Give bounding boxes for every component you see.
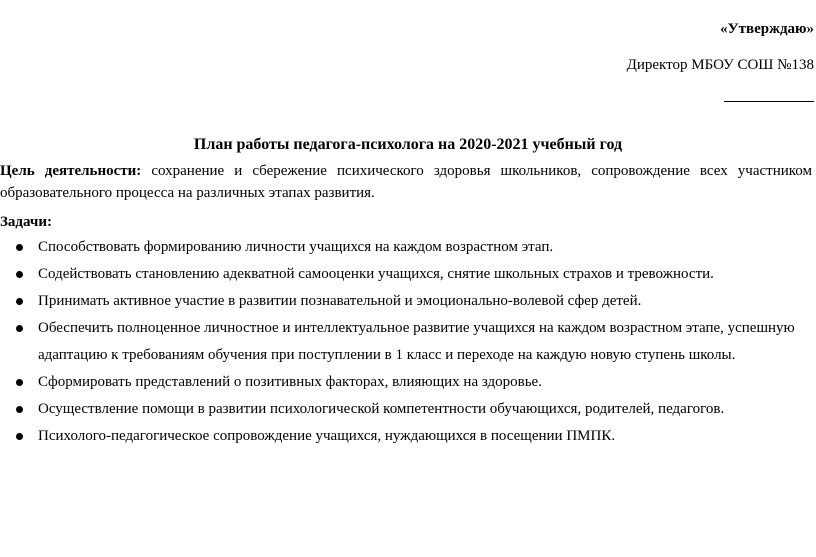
approval-block <box>627 18 814 102</box>
list-item <box>0 261 800 288</box>
list-item <box>0 423 800 450</box>
tasks-heading: Задачи: <box>0 214 53 230</box>
list-item <box>0 369 800 396</box>
approval-title: «Утверждаю» <box>720 21 814 37</box>
list-item <box>0 288 800 315</box>
bullet-icon <box>16 379 23 386</box>
list-item <box>0 315 800 369</box>
goal-text: сохранение и сбережение психического здоровья школьников, сопровождение всех участником образовательного процесса на различных этапах развития. <box>0 163 812 201</box>
signature-line <box>724 91 814 102</box>
task-text: Психолого-педагогическое сопровождение учащихся, нуждающихся в посещении ПМПК. <box>38 428 616 444</box>
bullet-icon <box>16 271 23 278</box>
bullet-icon <box>16 433 23 440</box>
bullet-icon <box>16 298 23 305</box>
bullet-icon <box>16 244 23 251</box>
document-title: План работы педагога-психолога на 2020-2021 учебный год <box>193 136 623 153</box>
list-item <box>0 396 800 423</box>
task-text: Принимать активное участие в развитии познавательной и эмоционально-волевой сфер детей. <box>38 293 642 309</box>
tasks-list <box>0 234 800 450</box>
task-text: Осуществление помощи в развитии психологической компетентности обучающихся, родителей, педагогов. <box>38 401 725 417</box>
task-text: Обеспечить полноценное личностное и интеллектуальное развитие учащихся на каждом возрастном этапе, успешную адаптацию к требованиям обучения при поступлении в 1 класс и переходе на каждую новую ступень школы. <box>38 320 795 363</box>
bullet-icon <box>16 325 23 332</box>
task-text: Способствовать формированию личности учащихся на каждом возрастном этап. <box>38 239 554 255</box>
bullet-icon <box>16 406 23 413</box>
goal-label: Цель деятельности: <box>0 163 142 179</box>
goal-paragraph <box>0 160 812 204</box>
task-text: Содействовать становлению адекватной самооценки учащихся, снятие школьных страхов и тревожности. <box>38 266 714 282</box>
list-item <box>0 234 800 261</box>
task-text: Сформировать представлений о позитивных факторах, влияющих на здоровье. <box>38 374 542 390</box>
approval-director: Директор МБОУ СОШ №138 <box>626 57 814 73</box>
